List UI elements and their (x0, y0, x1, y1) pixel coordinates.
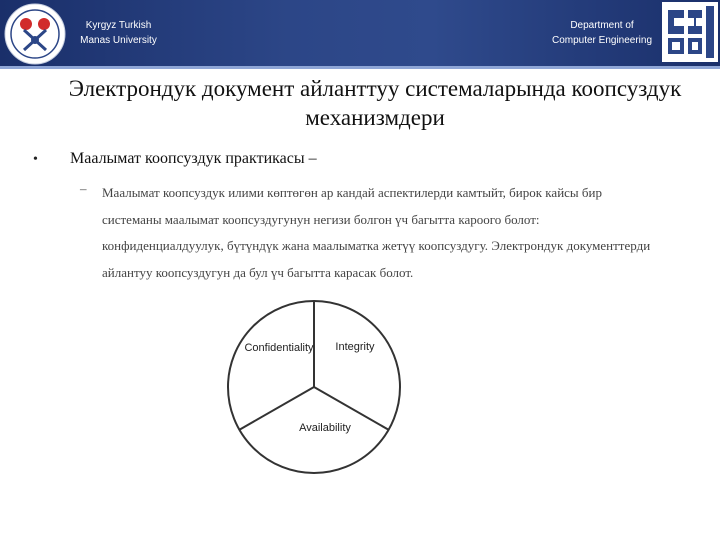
university-line-2: Manas University (80, 35, 157, 46)
bullet-sub-text: Маалымат коопсуздук илими көптөгөн ар кандай аспектилерди камтыйт, бирок кайсы бир системаны маалымат коопсуздугунун негизи болгон үч багытта кароого болот: конфиденциалдуулук, бүтүндүк жана маалыматка жетүү коопсуздугу. Электрондук документтерди айлантуу коопсуздугун да бул үч багытта карасак болот. (102, 185, 651, 280)
sub-bullet-dash: – (80, 181, 87, 196)
university-line-1: Kyrgyz Turkish (85, 20, 152, 31)
bullet-marker: • (33, 152, 38, 167)
university-emblem-icon (2, 2, 68, 66)
cia-triad-diagram (224, 298, 404, 476)
department-line-2: Computer Engineering (551, 35, 653, 46)
segment-integrity: Integrity (335, 341, 375, 353)
slide-title: Электрондук документ айланттуу системаларында коопсуздук механизмдери (68, 76, 682, 130)
department-name (540, 18, 664, 48)
computer-engineering-logo-icon (662, 2, 718, 62)
segment-availability: Availability (299, 422, 351, 434)
slide-header (0, 0, 720, 68)
segment-confidentiality: Confidentiality (244, 342, 314, 354)
department-line-1: Department of (570, 20, 634, 31)
university-name (66, 18, 171, 48)
header-divider (0, 66, 720, 69)
bullet-main-text: Маалымат коопсуздук практикасы – (70, 150, 317, 167)
